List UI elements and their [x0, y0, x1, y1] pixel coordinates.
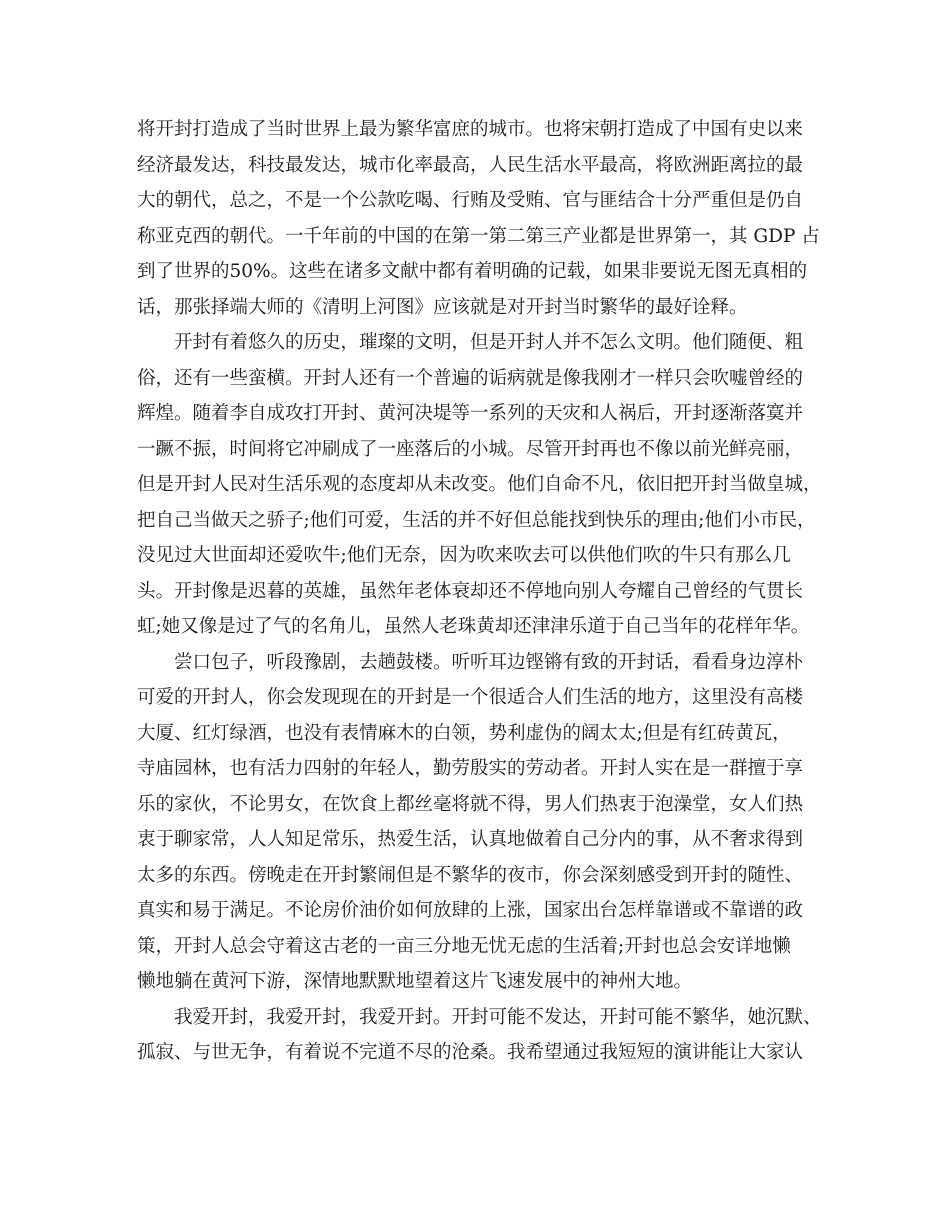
- text-line: 大的朝代，总之，不是一个公款吃喝、行贿及受贿、官与匪结合十分严重但是仍自: [137, 190, 804, 211]
- text-line: 到了世界的50%。这些在诸多文献中都有着明确的记载，如果非要说无图无真相的: [137, 261, 808, 282]
- text-line: 懒地躺在黄河下游，深情地默默地望着这片飞速发展中的神州大地。: [137, 971, 693, 992]
- text-line: 大厦、红灯绿酒，也没有表情麻木的白领，势利虚伪的阔太太;但是有红砖黄瓦，: [137, 722, 791, 744]
- text-line: 称亚克西的朝代。一千年前的中国的在第一第二第三产业都是世界第一，其 GDP 占: [137, 225, 820, 247]
- text-line: 虹;她又像是过了气的名角儿，虽然人老珠黄却还津津乐道于自己当年的花样年华。: [137, 616, 810, 637]
- text-line: 经济最发达，科技最发达，城市化率最高，人民生活水平最高，将欧洲距离拉的最: [137, 154, 804, 176]
- text-line: 我爱开封，我爱开封，我爱开封。开封可能不发达，开封可能不繁华，她沉默、: [174, 1006, 822, 1028]
- text-line: 寺庙园林，也有活力四射的年轻人，勤劳殷实的劳动者。开封人实在是一群擅于享: [137, 758, 804, 779]
- text-line: 孤寂、与世无争，有着说不完道不尽的沧桑。我希望通过我短短的演讲能让大家认: [137, 1042, 804, 1063]
- text-line: 辉煌。随着李自成攻打开封、黄河决堤等一系列的天灾和人祸后，开封逐渐落寞并: [137, 403, 804, 424]
- text-line: 没见过大世面却还爱吹牛;他们无奈，因为吹来吹去可以供他们吹的牛只有那么几: [137, 545, 791, 566]
- text-line: 尝口包子，听段豫剧，去趟鼓楼。听听耳边铿锵有致的开封话，看看身边淳朴: [174, 651, 804, 673]
- text-line: 策，开封人总会守着这古老的一亩三分地无忧无虑的生活着;开封也总会安详地懒: [137, 935, 791, 957]
- body-text: [137, 112, 827, 1071]
- text-line: 将开封打造成了当时世界上最为繁华富庶的城市。也将宋朝打造成了中国有史以来: [137, 119, 804, 140]
- text-line: 但是开封人民对生活乐观的态度却从未改变。他们自命不凡，依旧把开封当做皇城，: [137, 474, 822, 495]
- text-line: 开封有着悠久的历史，璀璨的文明，但是开封人并不怎么文明。他们随便、粗: [174, 332, 804, 353]
- text-line: 衷于聊家常，人人知足常乐，热爱生活，认真地做着自己分内的事，从不奢求得到: [137, 829, 804, 850]
- text-line: 头。开封像是迟暮的英雄，虽然年老体衰却还不停地向别人夸耀自己曾经的气贯长: [137, 580, 804, 602]
- text-line: 太多的东西。傍晚走在开封繁闹但是不繁华的夜市，你会深刻感受到开封的随性、: [137, 864, 804, 886]
- text-line: 乐的家伙，不论男女，在饮食上都丝毫将就不得，男人们热衷于泡澡堂，女人们热: [137, 793, 804, 815]
- text-line: 话，那张择端大师的《清明上河图》应该就是对开封当时繁华的最好诠释。: [137, 296, 748, 318]
- text-line: 真实和易于满足。不论房价油价如何放肆的上涨，国家出台怎样靠谱或不靠谱的政: [137, 900, 804, 921]
- text-line: 一蹶不振，时间将它冲刷成了一座落后的小城。尽管开封再也不像以前光鲜亮丽，: [137, 438, 804, 460]
- text-line: 俗，还有一些蛮横。开封人还有一个普遍的诟病就是像我刚才一样只会吹嘘曾经的: [137, 367, 804, 389]
- text-line: 把自己当做天之骄子;他们可爱，生活的并不好但总能找到快乐的理由;他们小市民，: [137, 509, 816, 531]
- text-line: 可爱的开封人，你会发现现在的开封是一个很适合人们生活的地方，这里没有高楼: [137, 687, 804, 708]
